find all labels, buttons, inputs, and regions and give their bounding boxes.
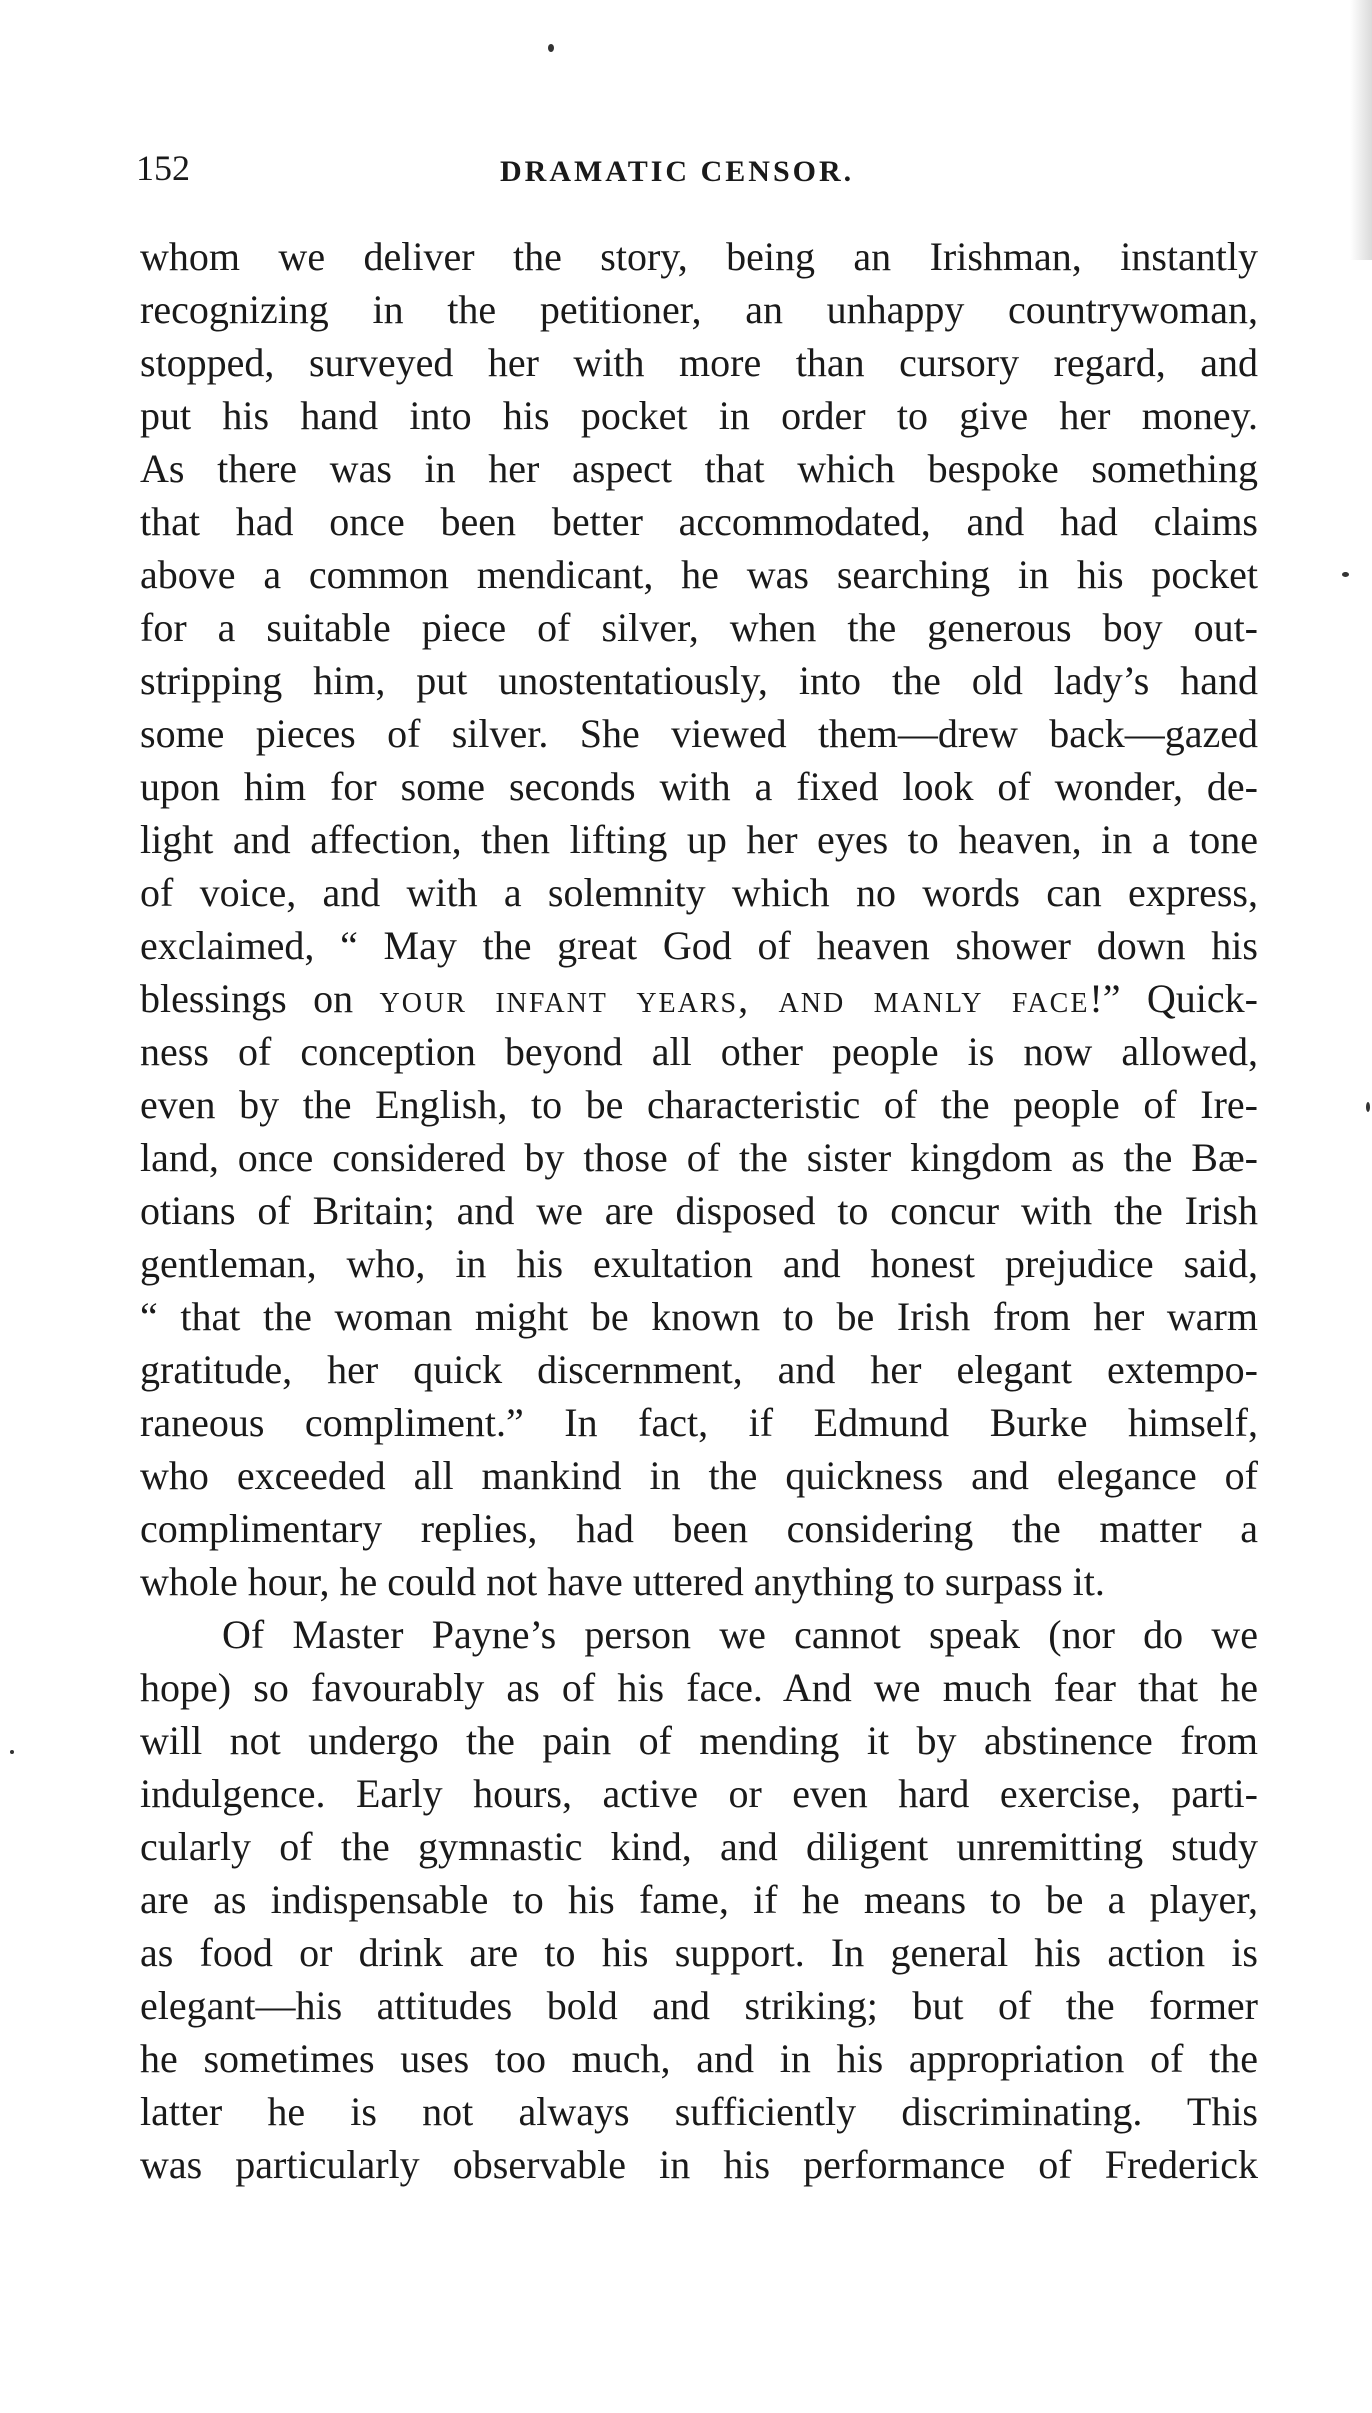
text-line: even by the English, to be characteristic of the people of Ire-: [140, 1082, 1258, 1127]
blessings-before: blessings on: [140, 976, 380, 1021]
text-line: are as indispensable to his fame, if he means to be a player,: [140, 1877, 1258, 1922]
text-line: “ that the woman might be known to be Irish from her warm: [140, 1294, 1258, 1339]
text-line: cularly of the gymnastic kind, and diligent unremitting study: [140, 1824, 1258, 1869]
running-title: DRAMATIC CENSOR.: [500, 155, 855, 188]
ink-speck: [548, 44, 554, 52]
text-line: as food or drink are to his support. In general his action is: [140, 1930, 1258, 1975]
text-line: for a suitable piece of silver, when the generous boy out-: [140, 605, 1258, 650]
text-line: recognizing in the petitioner, an unhappy countrywoman,: [140, 287, 1258, 332]
page-edge-shadow: [1350, 0, 1372, 260]
text-line: ness of conception beyond all other people is now allowed,: [140, 1029, 1258, 1074]
text-line: above a common mendicant, he was searching in his pocket: [140, 552, 1258, 597]
blessings-after: !” Quick-: [1089, 976, 1258, 1021]
text-line: who exceeded all mankind in the quickness and elegance of: [140, 1453, 1258, 1498]
ink-speck: [1366, 1102, 1370, 1112]
text-line: land, once considered by those of the sister kingdom as the Bæ-: [140, 1135, 1258, 1180]
text-line: As there was in her aspect that which bespoke something: [140, 446, 1258, 491]
text-line: he sometimes uses too much, and in his appropriation of the: [140, 2036, 1258, 2081]
text-line: hope) so favourably as of his face. And we much fear that he: [140, 1665, 1258, 1710]
text-line: whole hour, he could not have uttered anything to surpass it.: [140, 1559, 1105, 1604]
text-line: upon him for some seconds with a fixed look of wonder, de-: [140, 764, 1258, 809]
text-line: put his hand into his pocket in order to give her money.: [140, 393, 1258, 438]
text-line: complimentary replies, had been considering the matter a: [140, 1506, 1258, 1551]
text-line: exclaimed, “ May the great God of heaven shower down his: [140, 923, 1258, 968]
ink-speck: [1342, 572, 1349, 577]
small-caps-quote: your infant years, and manly face: [379, 976, 1090, 1021]
text-line: stripping him, put unostentatiously, into the old lady’s hand: [140, 658, 1258, 703]
body-text: [140, 230, 1258, 2191]
paragraph-first-line: Of Master Payne’s person we cannot speak (nor do we: [222, 1612, 1258, 1657]
text-line: light and affection, then lifting up her eyes to heaven, in a tone: [140, 817, 1258, 862]
text-line: gratitude, her quick discernment, and her elegant extempo-: [140, 1347, 1258, 1392]
text-line: gentleman, who, in his exultation and honest prejudice said,: [140, 1241, 1258, 1286]
text-line: will not undergo the pain of mending it by abstinence from: [140, 1718, 1258, 1763]
text-line: otians of Britain; and we are disposed to concur with the Irish: [140, 1188, 1258, 1233]
page-number: 152: [136, 148, 190, 188]
text-line: that had once been better accommodated, and had claims: [140, 499, 1258, 544]
text-line: indulgence. Early hours, active or even hard exercise, parti-: [140, 1771, 1258, 1816]
text-line: stopped, surveyed her with more than cursory regard, and: [140, 340, 1258, 385]
text-line: elegant—his attitudes bold and striking; but of the former: [140, 1983, 1258, 2028]
text-line-blessings: [140, 972, 1258, 1025]
text-line: was particularly observable in his performance of Frederick: [140, 2142, 1258, 2187]
text-line: of voice, and with a solemnity which no words can express,: [140, 870, 1258, 915]
text-line: whom we deliver the story, being an Irishman, instantly: [140, 234, 1258, 279]
text-line: raneous compliment.” In fact, if Edmund Burke himself,: [140, 1400, 1258, 1445]
text-line: some pieces of silver. She viewed them—drew back—gazed: [140, 711, 1258, 756]
ink-speck: [10, 1750, 14, 1754]
text-line: latter he is not always sufficiently discriminating. This: [140, 2089, 1258, 2134]
